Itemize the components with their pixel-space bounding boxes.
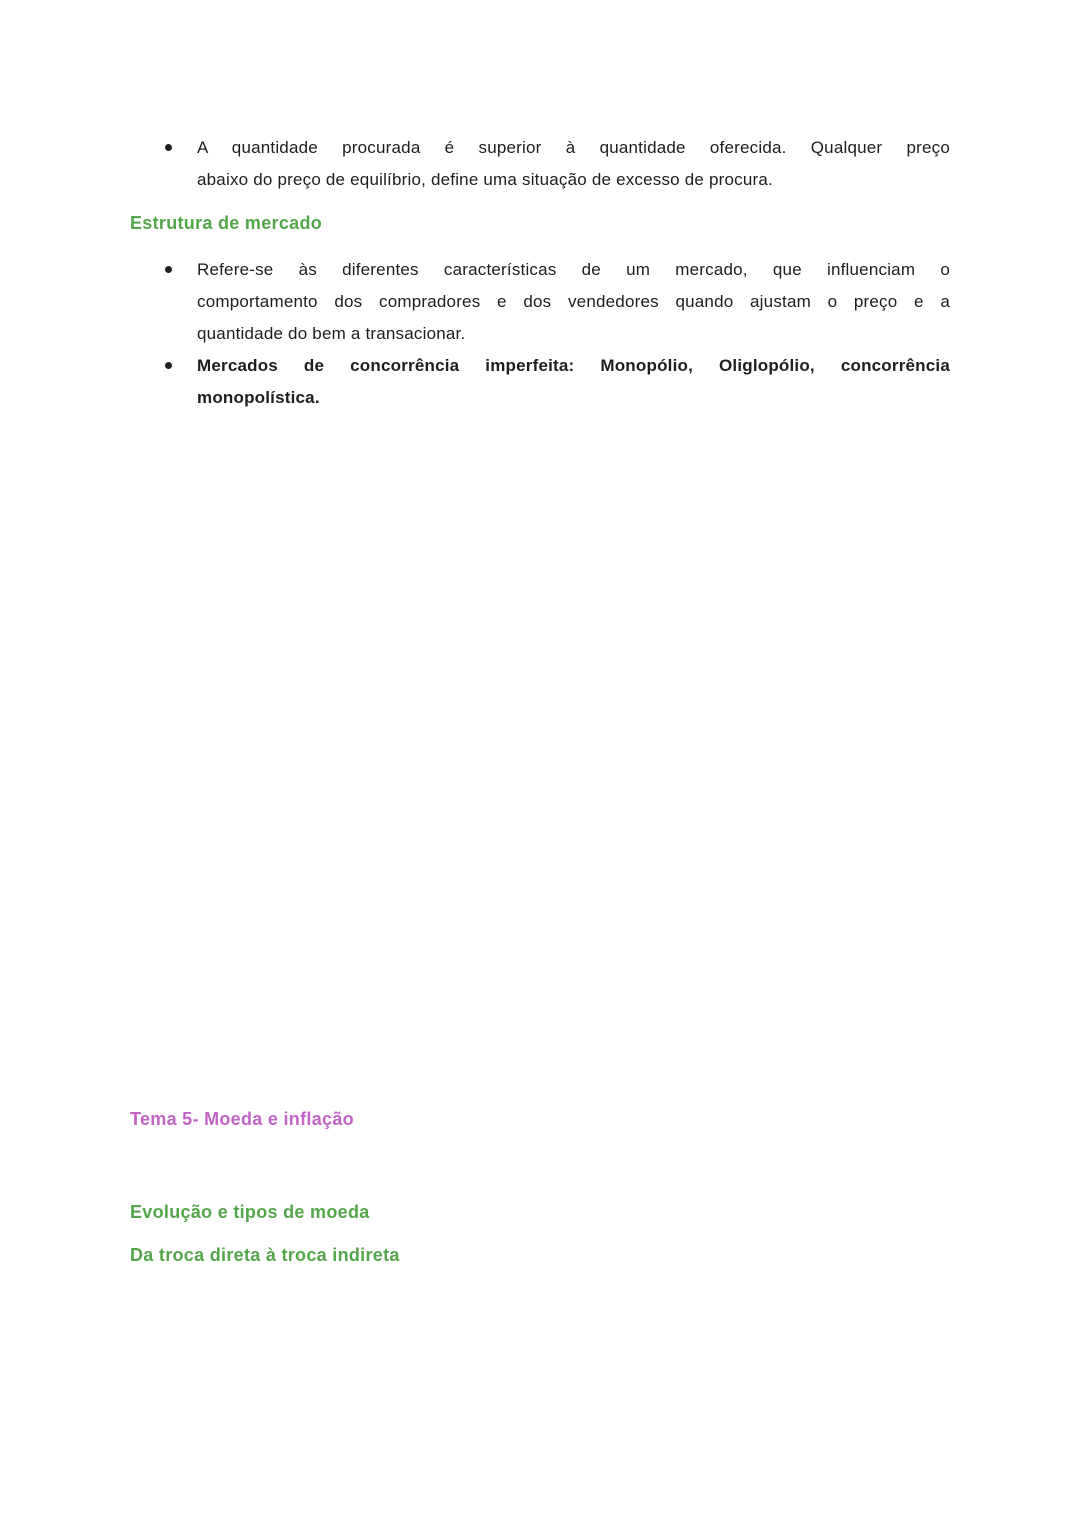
bullet-list-top (130, 132, 950, 196)
heading-da-troca-direta-a-troca-indireta: Da troca direta à troca indireta (130, 1245, 400, 1265)
text-line: comportamento dos compradores e dos vendedores quando ajustam o preço e a (197, 292, 950, 311)
list-item (130, 132, 950, 196)
text-line: monopolística. (197, 388, 320, 407)
text-line: A quantidade procurada é superior à quantidade oferecida. Qualquer preço (197, 138, 950, 157)
page-content (130, 0, 950, 1268)
text-line: abaixo do preço de equilíbrio, define uma situação de excesso de procura. (197, 170, 773, 189)
list-item (130, 350, 950, 414)
text-line: Refere-se às diferentes características de um mercado, que influenciam o (197, 260, 950, 279)
text-line: quantidade do bem a transacionar. (197, 324, 466, 343)
list-item (130, 254, 950, 350)
heading-evolucao-e-tipos-de-moeda: Evolução e tipos de moeda (130, 1202, 370, 1222)
heading-tema-5-moeda-e-inflacao: Tema 5- Moeda e inflação (130, 1109, 354, 1129)
bullet-list-estrutura (130, 254, 950, 414)
heading-estrutura-de-mercado: Estrutura de mercado (130, 213, 323, 233)
text-line: Mercados de concorrência imperfeita: Monopólio, Oliglopólio, concorrência (197, 356, 950, 375)
